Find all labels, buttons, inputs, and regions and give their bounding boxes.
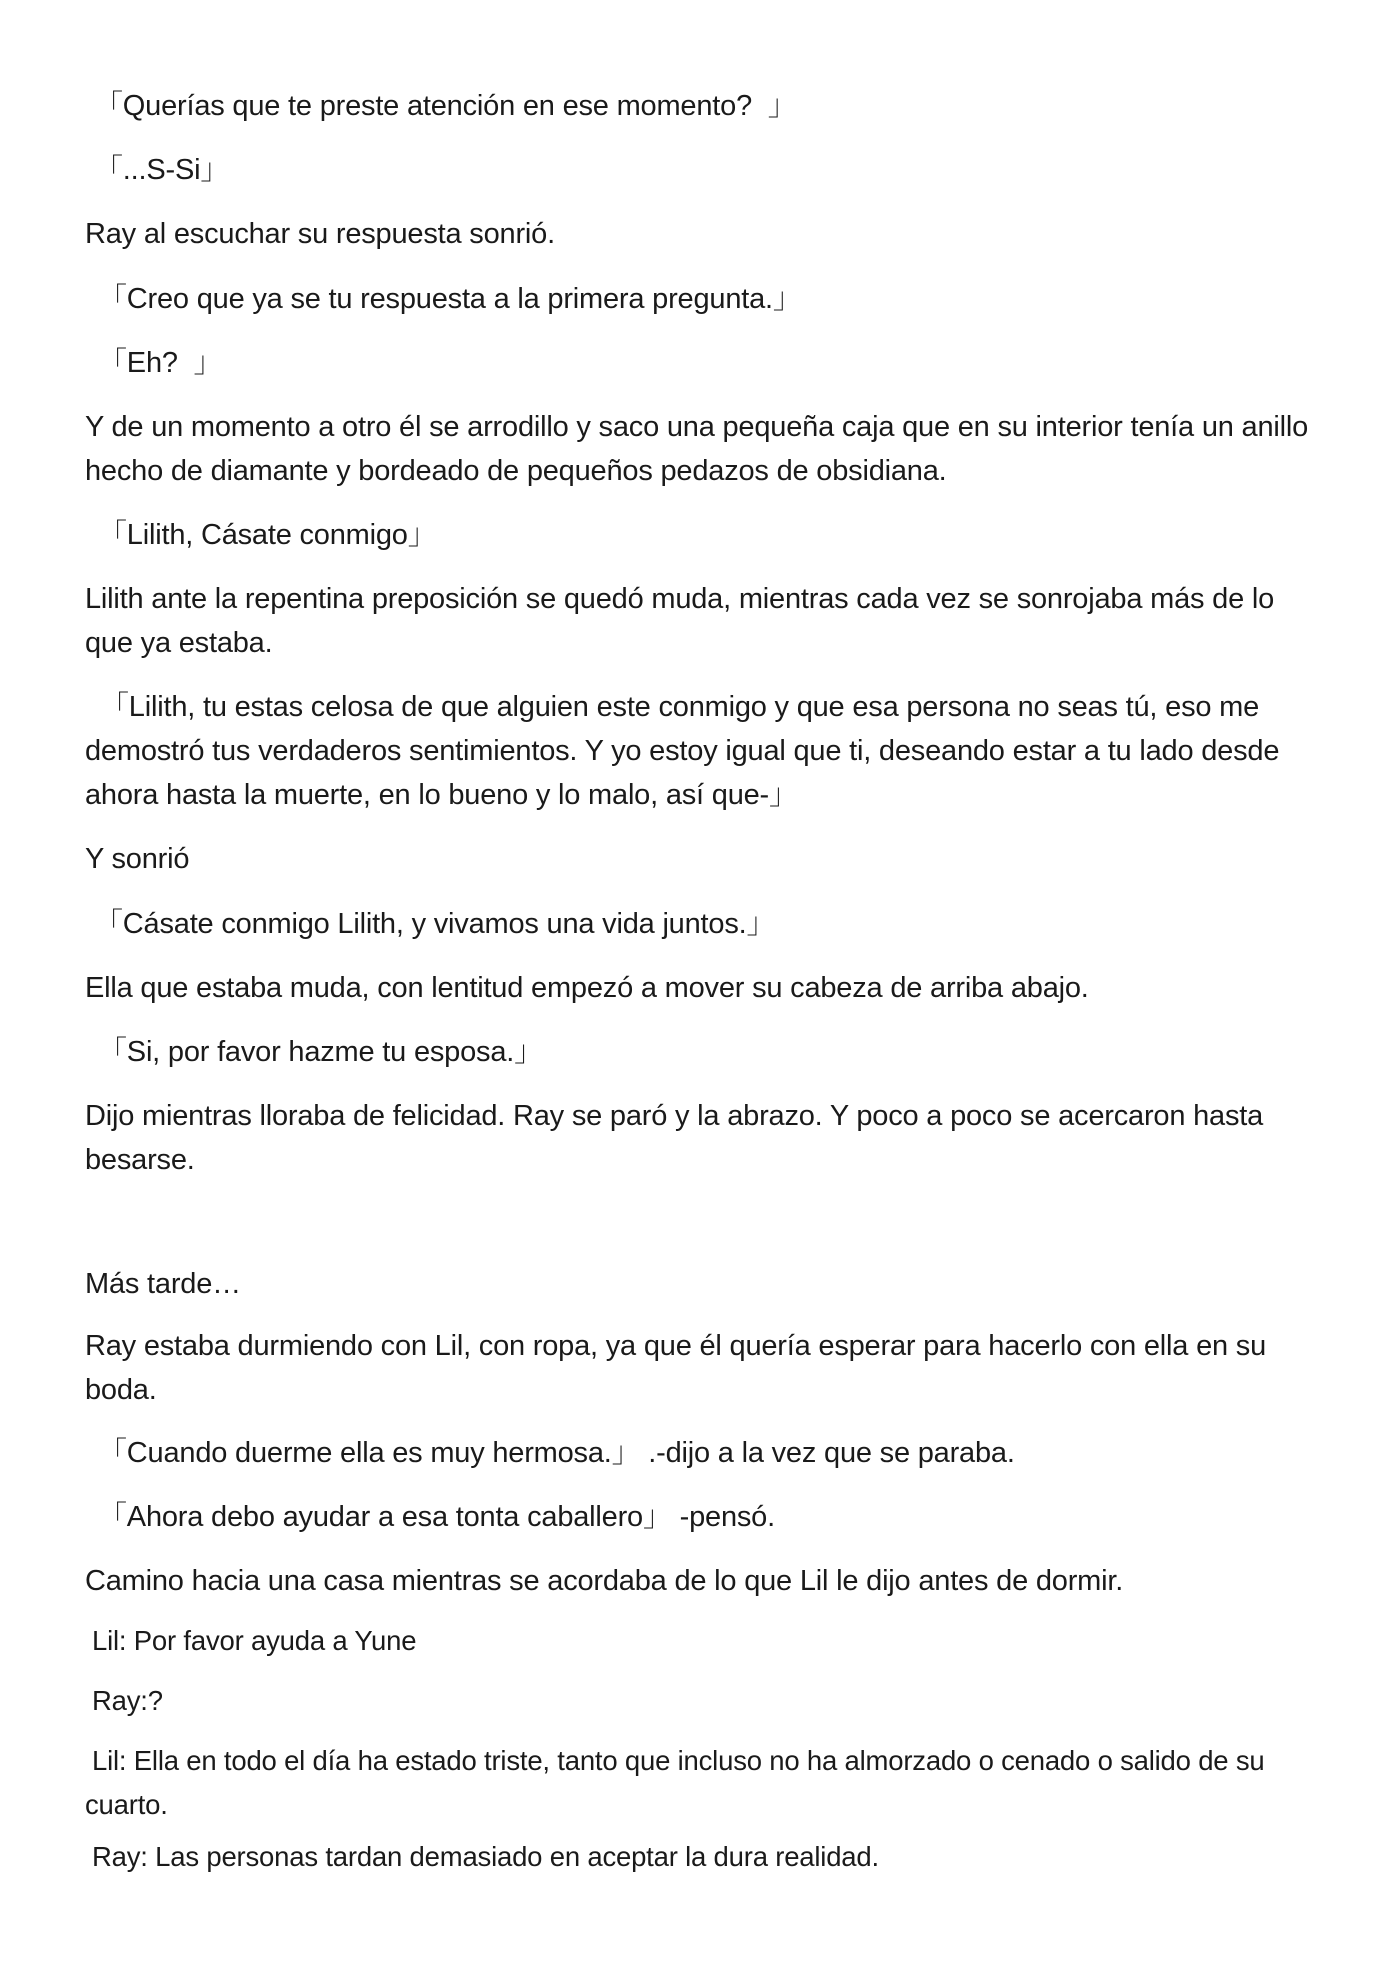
scene-break-heading: Más tarde… xyxy=(85,1268,241,1300)
dialogue-line: 「...S-Si」 xyxy=(94,154,230,186)
narration-paragraph: Ray al escuchar su respuesta sonrió. xyxy=(85,218,555,250)
narration-paragraph: Ray estaba durmiendo con Lil, con ropa, ya que él quería esperar para hacerlo con ella en su boda. xyxy=(85,1330,1274,1406)
narration-paragraph: Dijo mientras lloraba de felicidad. Ray se paró y la abrazo. Y poco a poco se acercaron hasta besarse. xyxy=(85,1100,1271,1176)
dialogue-line: 「Si, por favor hazme tu esposa.」 xyxy=(98,1036,543,1068)
dialogue-line: 「Ahora debo ayudar a esa tonta caballero」 -pensó. xyxy=(98,1501,775,1533)
narration-paragraph: Lilith ante la repentina preposición se quedó muda, mientras cada vez se sonrojaba más de lo que ya estaba. xyxy=(85,583,1282,659)
chat-line: Ray: Las personas tardan demasiado en aceptar la dura realidad. xyxy=(92,1841,879,1872)
chat-line: Lil: Ella en todo el día ha estado triste, tanto que incluso no ha almorzado o cenado o salido de su cuarto. xyxy=(85,1745,1272,1820)
dialogue-line: 「Cásate conmigo Lilith, y vivamos una vida juntos.」 xyxy=(94,908,776,940)
dialogue-line: 「Lilith, Cásate conmigo」 xyxy=(98,519,437,551)
dialogue-line: 「Creo que ya se tu respuesta a la primera pregunta.」 xyxy=(98,283,802,315)
dialogue-line: 「Querías que te preste atención en ese momento? 」 xyxy=(94,90,797,122)
chat-line: Ray:? xyxy=(92,1685,163,1716)
dialogue-paragraph: 「Lilith, tu estas celosa de que alguien este conmigo y que esa persona no seas tú, eso me demostró tus verdaderos sentimientos. Y yo estoy igual que ti, deseando estar a tu lado desde ahora hasta la muerte, en lo bueno y lo malo, así que-」 xyxy=(85,691,1288,811)
dialogue-line: 「Eh? 」 xyxy=(98,347,223,379)
chat-line: Lil: Por favor ayuda a Yune xyxy=(92,1625,417,1656)
narration-paragraph: Y sonrió xyxy=(85,843,190,875)
narration-paragraph: Ella que estaba muda, con lentitud empezó a mover su cabeza de arriba abajo. xyxy=(85,972,1089,1004)
narration-paragraph: Y de un momento a otro él se arrodillo y saco una pequeña caja que en su interior tenía un anillo hecho de diamante y bordeado de pequeños pedazos de obsidiana. xyxy=(85,411,1316,487)
dialogue-line: 「Cuando duerme ella es muy hermosa.」 .-dijo a la vez que se paraba. xyxy=(98,1437,1015,1469)
narration-paragraph: Camino hacia una casa mientras se acordaba de lo que Lil le dijo antes de dormir. xyxy=(85,1565,1124,1597)
